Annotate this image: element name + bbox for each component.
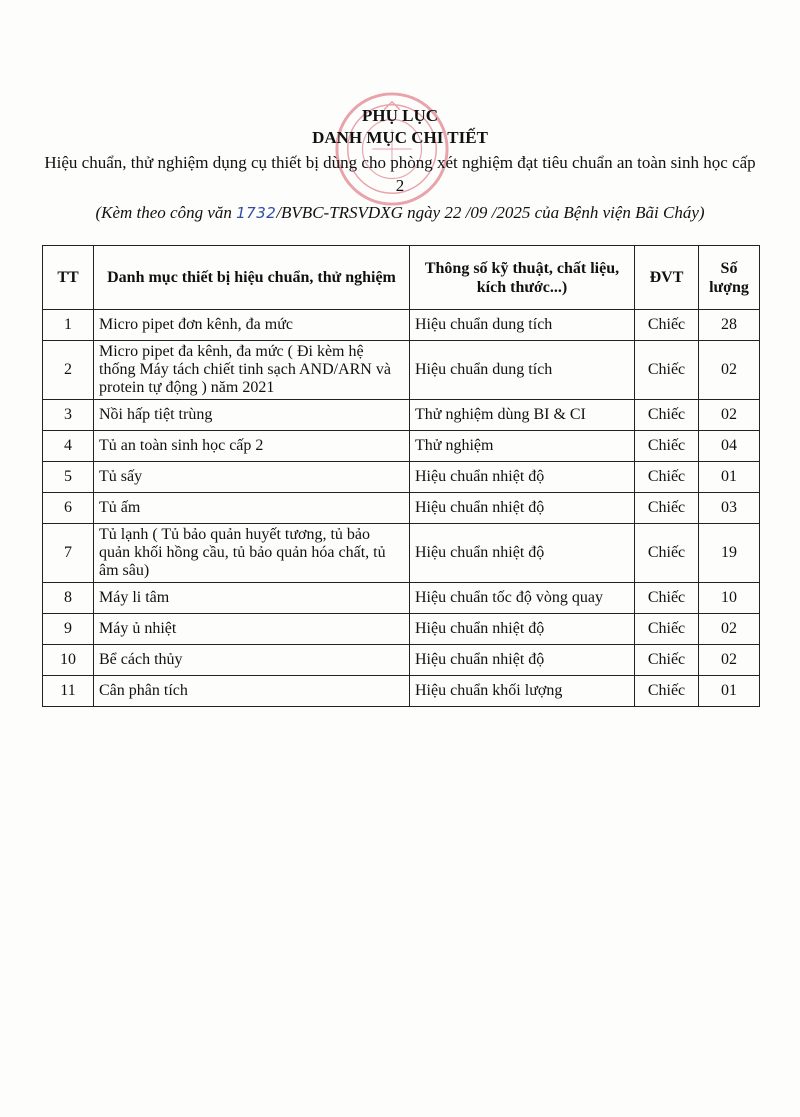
table-row [43, 431, 760, 462]
item-unit: Chiếc [635, 400, 699, 431]
reference-prefix: (Kèm theo công văn [95, 203, 237, 222]
item-quantity: 10 [699, 583, 760, 614]
reference-line [0, 203, 800, 223]
item-unit: Chiếc [635, 431, 699, 462]
item-quantity: 19 [699, 524, 760, 583]
item-spec: Thử nghiệm [410, 431, 635, 462]
item-unit: Chiếc [635, 462, 699, 493]
table-row [43, 524, 760, 583]
item-unit: Chiếc [635, 676, 699, 707]
column-header-unit: ĐVT [635, 246, 699, 310]
item-quantity: 28 [699, 310, 760, 341]
table-header-row [43, 246, 760, 310]
row-number: 1 [43, 310, 94, 341]
item-spec: Hiệu chuẩn nhiệt độ [410, 614, 635, 645]
column-header-item: Danh mục thiết bị hiệu chuẩn, thử nghiệm [94, 246, 410, 310]
item-quantity: 02 [699, 614, 760, 645]
item-unit: Chiếc [635, 614, 699, 645]
item-name: Tủ ấm [94, 493, 410, 524]
item-name: Máy li tâm [94, 583, 410, 614]
item-unit: Chiếc [635, 493, 699, 524]
column-header-tt: TT [43, 246, 94, 310]
row-number: 4 [43, 431, 94, 462]
item-unit: Chiếc [635, 583, 699, 614]
item-quantity: 02 [699, 645, 760, 676]
table-row [43, 676, 760, 707]
equipment-table [42, 245, 760, 707]
table-row [43, 462, 760, 493]
item-name: Cân phân tích [94, 676, 410, 707]
handwritten-document-number: 1732 [236, 204, 277, 222]
row-number: 2 [43, 341, 94, 400]
item-unit: Chiếc [635, 341, 699, 400]
table-row [43, 310, 760, 341]
table-row [43, 493, 760, 524]
item-unit: Chiếc [635, 524, 699, 583]
item-quantity: 01 [699, 462, 760, 493]
row-number: 3 [43, 400, 94, 431]
row-number: 8 [43, 583, 94, 614]
list-title: DANH MỤC CHI TIẾT [312, 128, 488, 147]
table-row [43, 614, 760, 645]
item-name: Tủ lạnh ( Tủ bảo quản huyết tương, tủ bảo quản khối hồng cầu, tủ bảo quản hóa chất, tủ âm sâu) [94, 524, 410, 583]
column-header-quantity: Số lượng [699, 246, 760, 310]
item-quantity: 03 [699, 493, 760, 524]
item-spec: Hiệu chuẩn dung tích [410, 341, 635, 400]
item-name: Máy ủ nhiệt [94, 614, 410, 645]
item-name: Micro pipet đa kênh, đa mức ( Đi kèm hệ thống Máy tách chiết tinh sạch AND/ARN và protein tự động ) năm 2021 [94, 341, 410, 400]
item-quantity: 01 [699, 676, 760, 707]
item-spec: Hiệu chuẩn nhiệt độ [410, 645, 635, 676]
item-spec: Hiệu chuẩn khối lượng [410, 676, 635, 707]
row-number: 5 [43, 462, 94, 493]
item-spec: Thử nghiệm dùng BI & CI [410, 400, 635, 431]
item-spec: Hiệu chuẩn dung tích [410, 310, 635, 341]
item-quantity: 02 [699, 400, 760, 431]
table-row [43, 400, 760, 431]
item-spec: Hiệu chuẩn nhiệt độ [410, 462, 635, 493]
item-name: Tủ an toàn sinh học cấp 2 [94, 431, 410, 462]
item-quantity: 04 [699, 431, 760, 462]
item-spec: Hiệu chuẩn tốc độ vòng quay [410, 583, 635, 614]
item-spec: Hiệu chuẩn nhiệt độ [410, 524, 635, 583]
item-spec: Hiệu chuẩn nhiệt độ [410, 493, 635, 524]
reference-suffix: /BVBC-TRSVDXG ngày 22 /09 /2025 của Bệnh viện Bãi Cháy) [276, 203, 705, 222]
row-number: 7 [43, 524, 94, 583]
row-number: 9 [43, 614, 94, 645]
item-quantity: 02 [699, 341, 760, 400]
table-row [43, 341, 760, 400]
row-number: 10 [43, 645, 94, 676]
row-number: 11 [43, 676, 94, 707]
item-name: Micro pipet đơn kênh, đa mức [94, 310, 410, 341]
column-header-spec: Thông số kỹ thuật, chất liệu, kích thước...) [410, 246, 635, 310]
item-name: Tủ sấy [94, 462, 410, 493]
document-subtitle: Hiệu chuẩn, thử nghiệm dụng cụ thiết bị dùng cho phòng xét nghiệm đạt tiêu chuẩn an toàn sinh học cấp 2 [44, 153, 756, 195]
item-unit: Chiếc [635, 645, 699, 676]
table-row [43, 583, 760, 614]
item-name: Nồi hấp tiệt trùng [94, 400, 410, 431]
table-row [43, 645, 760, 676]
item-unit: Chiếc [635, 310, 699, 341]
appendix-title: PHỤ LỤC [361, 106, 439, 125]
row-number: 6 [43, 493, 94, 524]
item-name: Bể cách thủy [94, 645, 410, 676]
